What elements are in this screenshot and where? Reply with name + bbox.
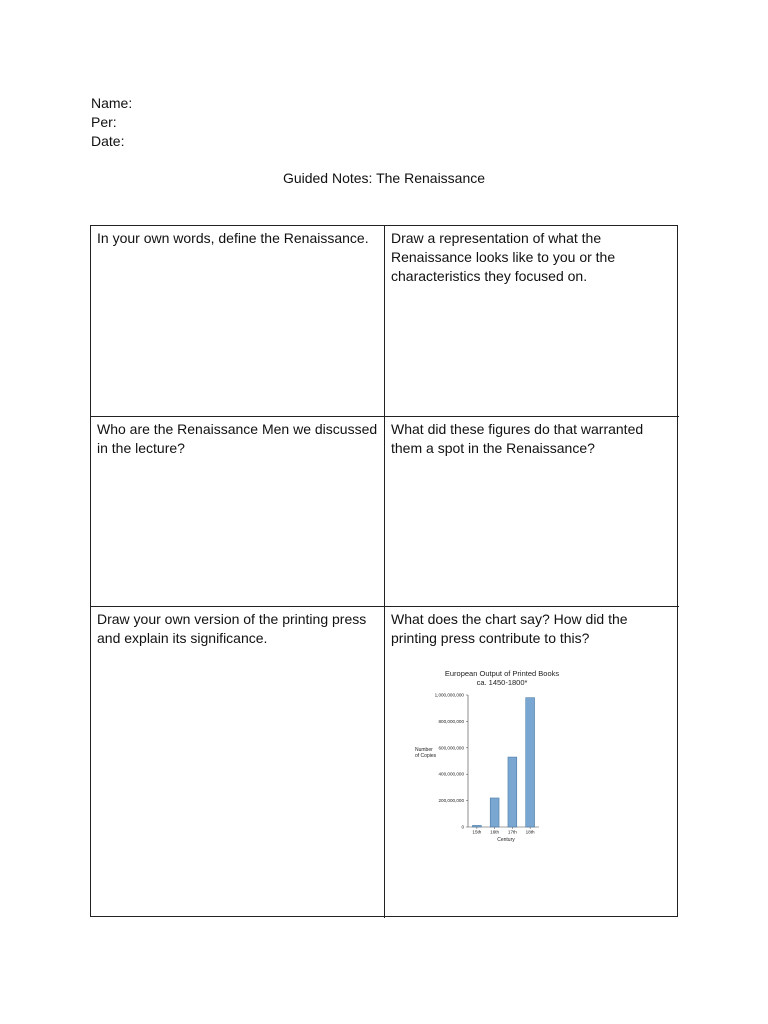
bar-16th [490,798,499,827]
x-tick-label: 18th [525,829,535,835]
y-tick-label: 0 [461,824,464,830]
x-tick-label: 17th [507,829,517,835]
date-label: Date: [91,133,125,149]
cell-prompt: Draw your own version of the printing press and explain its significance. [97,611,367,646]
y-tick-label: 600,000,000 [438,745,464,751]
y-tick-label: 800,000,000 [438,718,464,724]
notes-table [90,225,678,917]
bar-18th [526,698,535,827]
cell-define-renaissance[interactable] [91,226,385,417]
chart-title: European Output of Printed Books [444,669,560,678]
y-tick-label: 200,000,000 [438,798,464,804]
chart-subtitle: ca. 1450-1800* [476,678,528,687]
name-label: Name: [91,95,133,111]
cell-chart-question[interactable] [385,607,679,918]
document-title: Guided Notes: The Renaissance [282,170,486,186]
printed-books-chart [417,667,587,842]
cell-printing-press[interactable] [91,607,385,918]
bar-15th [472,825,481,827]
x-axis-label: Century [497,837,515,843]
y-tick-label: 400,000,000 [438,771,464,777]
y-tick-label: 1,000,000,000 [434,692,464,698]
student-info [91,94,132,151]
bar-17th [508,757,517,827]
cell-prompt: What does the chart say? How did the printing press contribute to this? [391,611,628,646]
x-tick-label: 15th [472,829,482,835]
cell-prompt: Who are the Renaissance Men we discussed in the lecture? [97,421,378,456]
y-axis-label-line2: of Copies [415,753,437,759]
cell-prompt: In your own words, define the Renaissance. [97,230,369,246]
cell-figures-contributions[interactable] [385,417,679,607]
y-axis-label-line1: Number [415,747,433,753]
period-label: Per: [91,114,117,130]
x-tick-label: 16th [490,829,500,835]
cell-prompt: Draw a representation of what the Renaissance looks like to you or the characteristics they focused on. [391,230,616,284]
cell-draw-representation[interactable] [385,226,679,417]
cell-prompt: What did these figures do that warranted them a spot in the Renaissance? [391,421,644,456]
cell-renaissance-men[interactable] [91,417,385,607]
